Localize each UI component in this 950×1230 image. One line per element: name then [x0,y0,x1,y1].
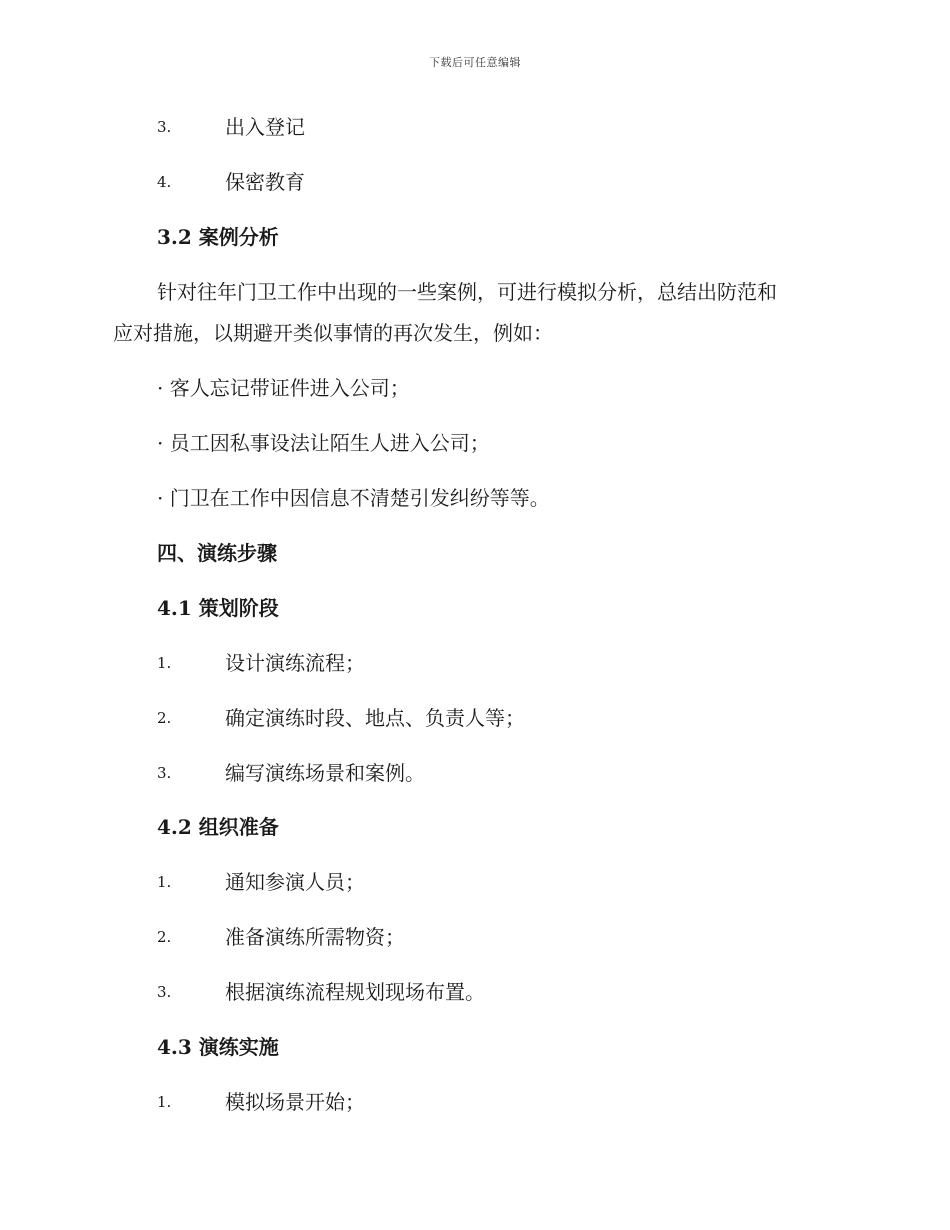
paragraph-line: 针对往年门卫工作中出现的一些案例，可进行模拟分析，总结出防范和 [157,280,777,304]
list-number: 1. [157,654,172,672]
page-header: 下载后可任意编辑 [429,56,521,69]
list-text: 根据演练流程规划现场布置。 [225,980,485,1004]
section-heading-4-2: 4.2 组织准备 [157,815,279,839]
paragraph-line: 应对措施，以期避开类似事情的再次发生，例如： [113,321,553,345]
list-number: 3. [157,983,172,1001]
bullet-item: · 员工因私事设法让陌生人进入公司； [157,431,490,455]
section-heading-3-2: 3.2 案例分析 [157,225,279,249]
list-text: 出入登记 [225,115,305,139]
list-text: 确定演练时段、地点、负责人等； [225,706,525,730]
section-heading-4: 四、演练步骤 [157,541,277,565]
list-text: 保密教育 [225,170,305,194]
list-number: 3. [157,118,172,136]
list-text: 通知参演人员； [225,870,365,894]
list-number: 1. [157,873,172,891]
bullet-item: · 门卫在工作中因信息不清楚引发纠纷等等。 [157,486,550,510]
list-number: 4. [157,173,172,191]
list-text: 设计演练流程； [225,651,365,675]
list-number: 3. [157,764,172,782]
list-number: 2. [157,709,172,727]
list-number: 1. [157,1093,172,1111]
list-text: 准备演练所需物资； [225,925,405,949]
section-heading-4-3: 4.3 演练实施 [157,1035,279,1059]
list-text: 模拟场景开始； [225,1090,365,1114]
list-number: 2. [157,928,172,946]
list-text: 编写演练场景和案例。 [225,761,425,785]
bullet-item: · 客人忘记带证件进入公司； [157,376,410,400]
section-heading-4-1: 4.1 策划阶段 [157,596,279,620]
